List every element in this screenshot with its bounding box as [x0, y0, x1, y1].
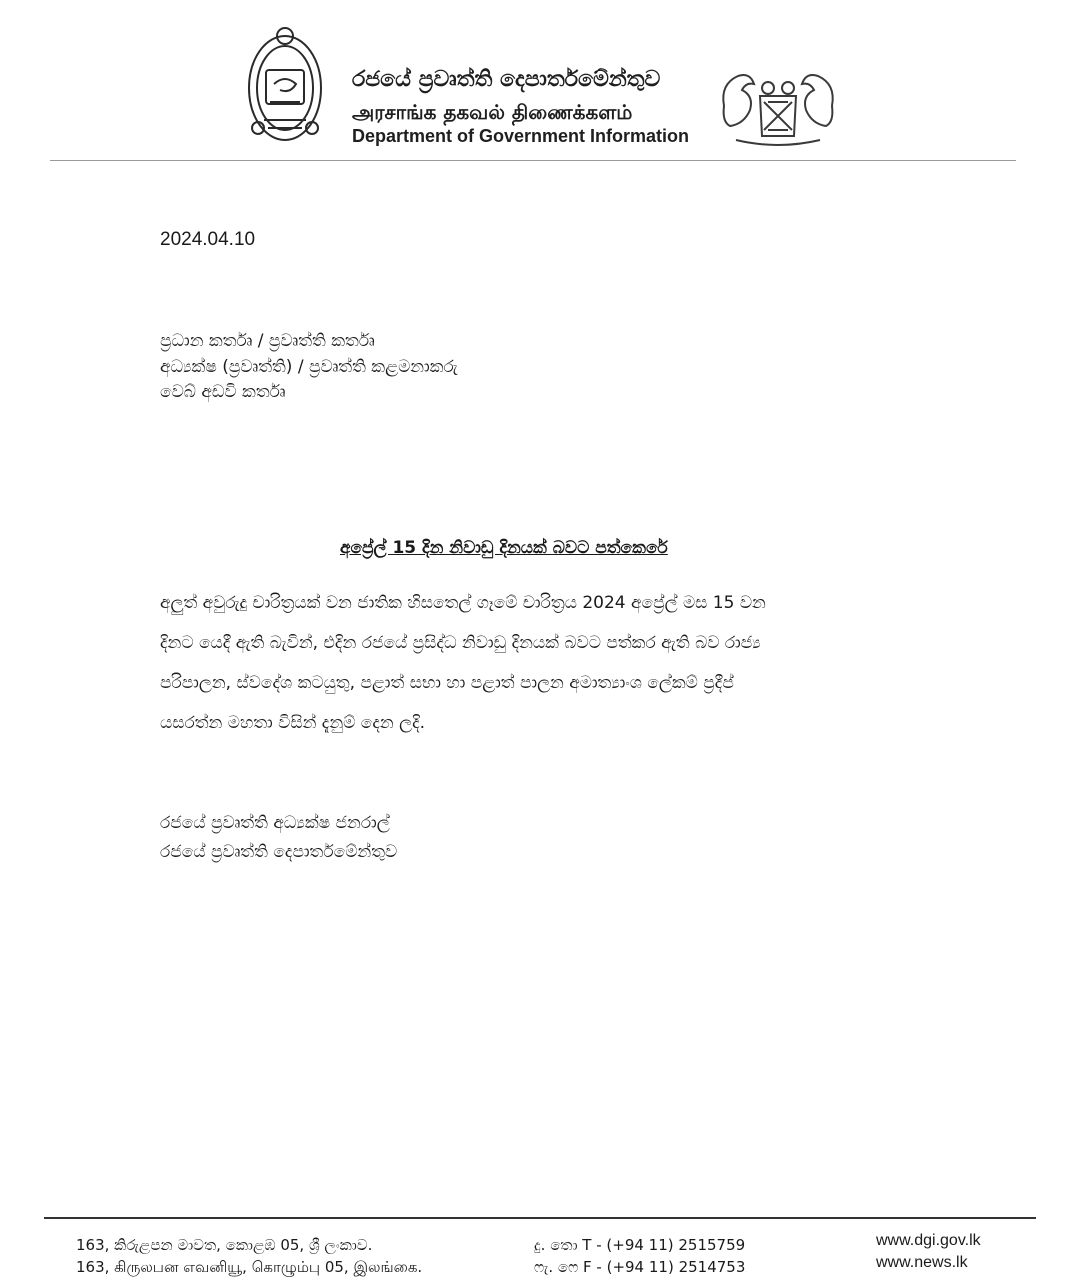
org-name-sinhala: රජයේ ප්‍රවෘත්ති දෙපාර්තමේන්තුව [352, 67, 661, 92]
recipient-line-2: අධ්‍යක්ෂ (ප්‍රවෘත්ති) / ප්‍රවෘත්ති කළමනාකරු [160, 357, 458, 377]
body-line-1: අලුත් අවුරුදු චාරිත්‍රයක් වන ජාතික හිසතෙල් ගෑමේ චාරිත්‍රය 2024 අප්‍රේල් මස 15 වන [160, 593, 766, 613]
document-title: අප්‍රේල් 15 දින නිවාඩු දිනයක් බවට පත්කෙරේ [340, 538, 668, 558]
footer-fax: ෆැ. ෆෙ F - (+94 11) 2514753 [534, 1258, 746, 1276]
recipient-line-1: ප්‍රධාන කර්තෘ / ප්‍රවෘත්ති කර්තෘ [160, 331, 375, 351]
signature-title: රජයේ ප්‍රවෘත්ති අධ්‍යක්ෂ ජනරාල් [160, 813, 390, 833]
document-date: 2024.04.10 [160, 229, 256, 250]
body-line-4: යසරත්න මහතා විසින් දැනුම් දෙන ලදි. [160, 713, 426, 733]
body-line-2: දිනට යෙදී ඇති බැවින්, එදින රජයේ ප්‍රසිද්ධ නිවාඩු දිනයක් බවට පත්කර ඇති බව රාජ්‍ය [160, 633, 761, 653]
footer-telephone: දු. තො T - (+94 11) 2515759 [534, 1236, 746, 1254]
sri-lanka-emblem-icon [244, 24, 326, 146]
signature-department: රජයේ ප්‍රවෘත්ති දෙපාර්තමේන්තුව [160, 842, 398, 862]
footer-address-tamil: 163, கிருலபன எவனியூ, கொழும்பு 05, இலங்கை. [76, 1258, 423, 1276]
org-name-tamil: அரசாங்க தகவல் திணைக்களம் [352, 100, 633, 124]
org-name-english: Department of Government Information [352, 126, 690, 146]
footer-divider [44, 1217, 1036, 1219]
recipient-line-3: වෙබ් අඩවි කර්තෘ [160, 382, 286, 402]
department-crest-icon [716, 66, 840, 150]
header-divider [50, 160, 1016, 161]
footer-website-dgi[interactable]: www.dgi.gov.lk [876, 1232, 981, 1249]
footer-address-sinhala: 163, කිරුළපන මාවත, කොළඹ 05, ශ්‍රී ලංකාව. [76, 1236, 373, 1254]
body-line-3: පරිපාලන, ස්වදේශ කටයුතු, පළාත් සභා හා පළාත් පාලන අමාත්‍යාංශ ලේකම් ප්‍රදීප් [160, 673, 734, 693]
footer-website-news[interactable]: www.news.lk [876, 1254, 968, 1271]
